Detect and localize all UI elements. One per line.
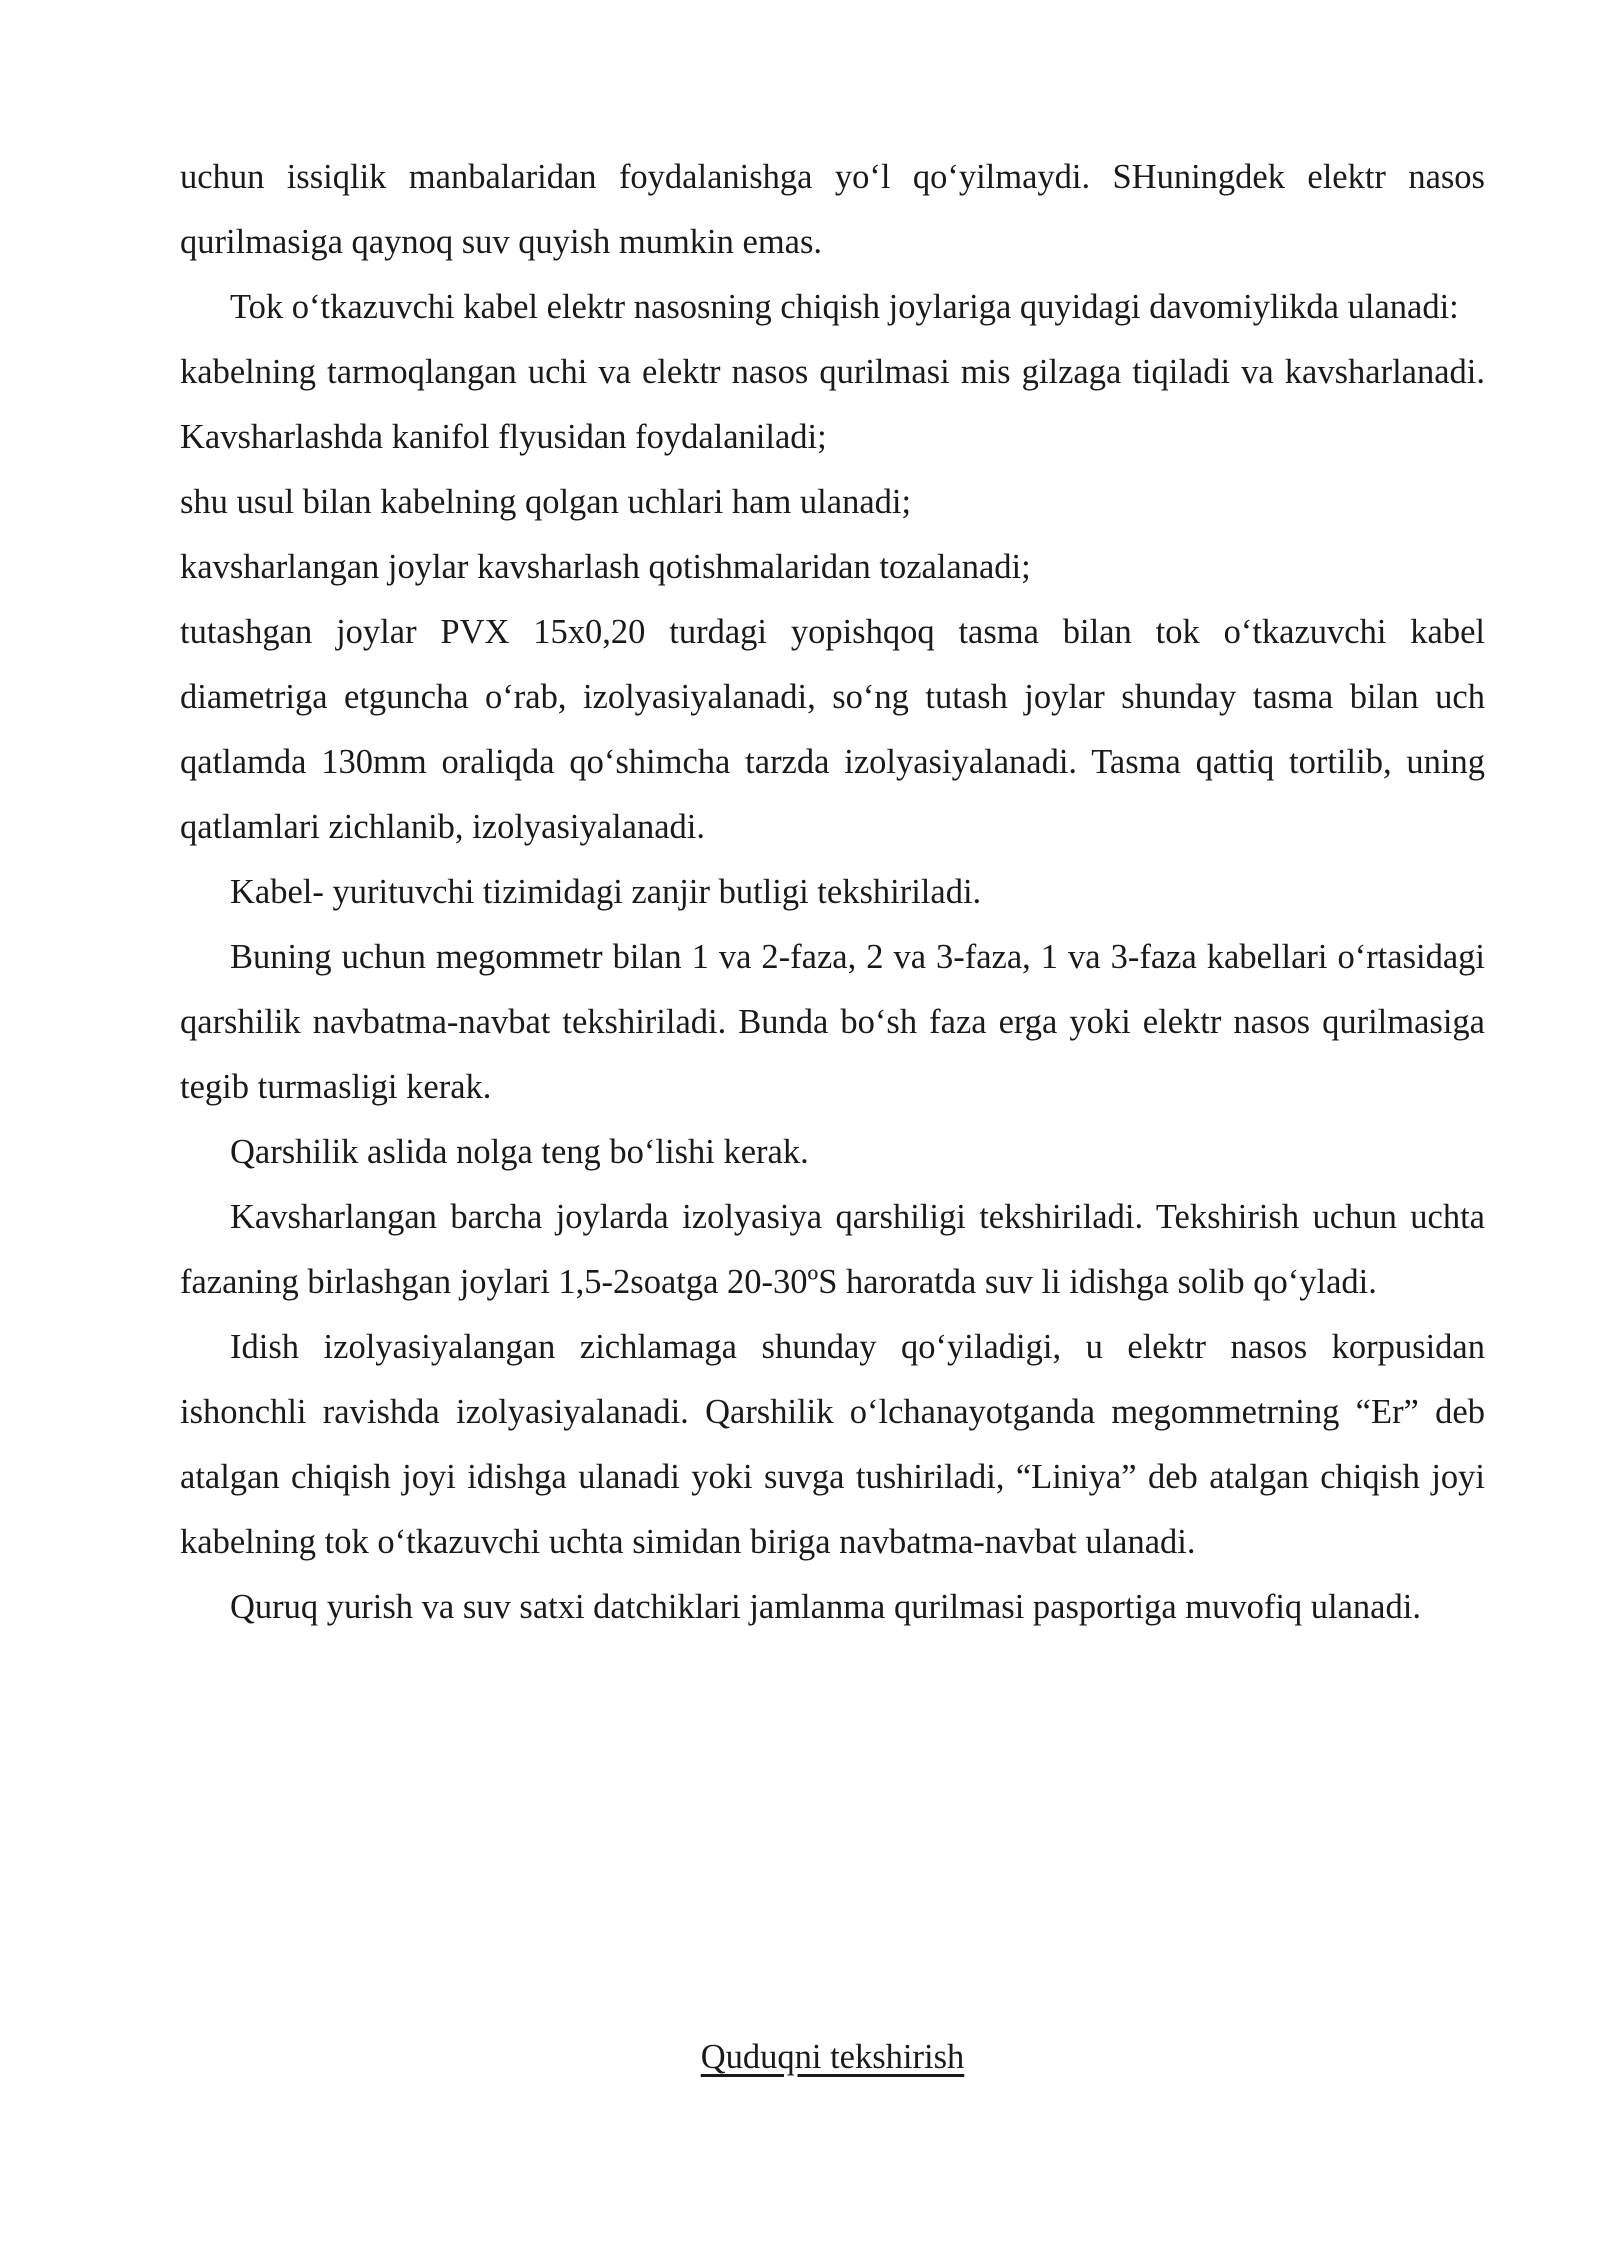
paragraph-9: Qarshilik aslida nolga teng bo‘lishi kerak. xyxy=(230,1133,809,1171)
body-text xyxy=(180,145,1485,1640)
paragraph-6: tutashgan joylar PVX 15x0,20 turdagi yopishqoq tasma bilan tok o‘tkazuvchi kabel diametriga etguncha o‘rab, izolyasiyalanadi, so‘ng tutash joylar shunday tasma bilan uch qatlamda 130mm oraliqda qo‘shimcha tarzda izolyasiyalanadi. Tasma qattiq tortilib, uning qatlamlari zichlanib, izolyasiyalanadi. xyxy=(180,613,1485,846)
paragraph-7: Kabel- yurituvchi tizimidagi zanjir butligi tekshiriladi. xyxy=(230,873,982,911)
paragraph-10: Kavsharlangan barcha joylarda izolyasiya qarshiligi tekshiriladi. Tekshirish uchun uchta fazaning birlashgan joylari 1,5-2soatga 20-30ºS haroratda suv li idishga solib qo‘yladi. xyxy=(180,1198,1485,1301)
paragraph-3: kabelning tarmoqlangan uchi va elektr nasos qurilmasi mis gilzaga tiqiladi va kavsharlanadi. Kavsharlashda kanifol flyusidan foydalaniladi; xyxy=(180,353,1485,456)
paragraph-12: Quruq yurish va suv satxi datchiklari jamlanma qurilmasi pasportiga muvofiq ulanadi. xyxy=(230,1588,1421,1626)
paragraph-8: Buning uchun megommetr bilan 1 va 2-faza, 2 va 3-faza, 1 va 3-faza kabellari o‘rtasidagi qarshilik navbatma-navbat tekshiriladi. Bunda bo‘sh faza erga yoki elektr nasos qurilmasiga tegib turmasligi kerak. xyxy=(180,938,1485,1106)
paragraph-5: kavsharlangan joylar kavsharlash qotishmalaridan tozalanadi; xyxy=(180,548,1031,586)
paragraph-1: uchun issiqlik manbalaridan foydalanishga yo‘l qo‘yilmaydi. SHuningdek elektr nasos qurilmasiga qaynoq suv quyish mumkin emas. xyxy=(180,158,1485,261)
paragraph-11: Idish izolyasiyalangan zichlamaga shunday qo‘yiladigi, u elektr nasos korpusidan ishonchli ravishda izolyasiyalanadi. Qarshilik o‘lchanayotganda megommetrning “Er” deb atalgan chiqish joyi idishga ulanadi yoki suvga tushiriladi, “Liniya” deb atalgan chiqish joyi kabelning tok o‘tkazuvchi uchta simidan biriga navbatma-navbat ulanadi. xyxy=(180,1328,1485,1561)
section-heading: Quduqni tekshirish xyxy=(700,2038,965,2076)
paragraph-4: shu usul bilan kabelning qolgan uchlari ham ulanadi; xyxy=(180,483,912,521)
paragraph-2: Tok o‘tkazuvchi kabel elektr nasosning chiqish joylariga quyidagi davomiylikda ulanadi: xyxy=(230,288,1459,326)
